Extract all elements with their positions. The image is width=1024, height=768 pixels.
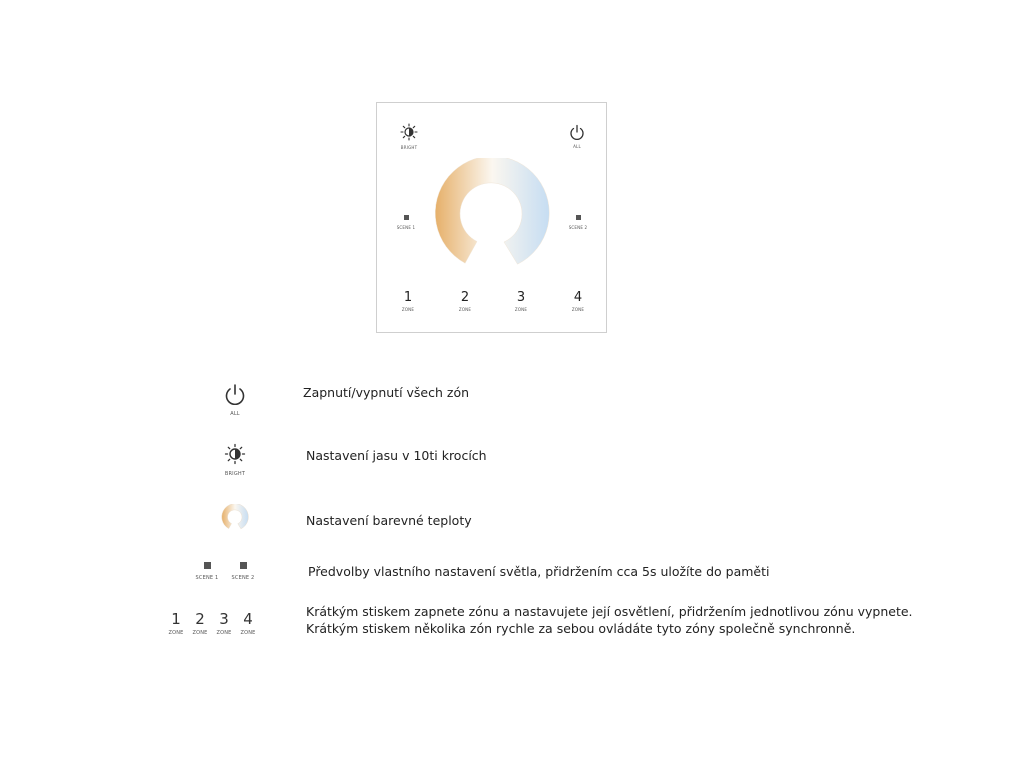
scene-1-button[interactable] (391, 215, 421, 230)
scene-2-indicator (240, 562, 247, 569)
legend-zones-text-line-2: Krátkým stiskem několika zón rychle za sebou ovládáte tyto zóny společně synchronně. (306, 621, 856, 636)
zone-4-number: 4 (573, 290, 583, 305)
legend-zone-1 (166, 612, 186, 636)
scene-1-indicator (204, 562, 211, 569)
legend-all-label: ALL (230, 411, 240, 417)
all-button[interactable] (567, 124, 587, 149)
legend-bright-label: BRIGHT (224, 471, 246, 477)
zone-4-button[interactable] (568, 291, 588, 312)
legend-zone-3 (214, 612, 234, 636)
zone-4-label: ZONE (571, 307, 585, 312)
legend-zone-4-label: ZONE (240, 630, 256, 636)
legend-zone-3-number: 3 (219, 610, 229, 628)
scene-2-button[interactable] (563, 215, 593, 230)
scene-1-indicator (404, 215, 409, 220)
zone-2-number: 2 (460, 290, 470, 305)
legend-all-text: Zapnutí/vypnutí všech zón (303, 385, 470, 400)
zone-2-label: ZONE (458, 307, 472, 312)
legend-zone-2-label: ZONE (192, 630, 208, 636)
scene-2-label: SCENE 2 (568, 225, 588, 230)
legend-zone-2 (190, 612, 210, 636)
legend-zone-3-label: ZONE (216, 630, 232, 636)
legend-scene-2-label: SCENE 2 (231, 575, 255, 581)
legend-bright-icon-group (221, 443, 249, 477)
legend-bright-text: Nastavení jasu v 10ti krocích (306, 448, 487, 463)
zone-1-number: 1 (403, 290, 413, 305)
bright-button[interactable] (397, 123, 421, 150)
zone-3-button[interactable] (511, 291, 531, 312)
legend-zone-4-number: 4 (243, 610, 253, 628)
zone-1-button[interactable] (398, 291, 418, 312)
all-label: ALL (573, 144, 581, 149)
control-panel (376, 102, 607, 333)
legend-color-text: Nastavení barevné teploty (306, 513, 472, 528)
zone-3-label: ZONE (514, 307, 528, 312)
color-temperature-ring[interactable] (432, 158, 552, 273)
zone-2-button[interactable] (455, 291, 475, 312)
legend-scene-1-label: SCENE 1 (195, 575, 219, 581)
scene-2-indicator (576, 215, 581, 220)
color-ring-icon (221, 504, 249, 531)
scene-1-label: SCENE 1 (396, 225, 416, 230)
legend-zone-2-number: 2 (195, 610, 205, 628)
bright-label: BRIGHT (400, 145, 418, 150)
legend-zone-4 (238, 612, 258, 636)
legend-scenes-text: Předvolby vlastního nastavení světla, přidržením cca 5s uložíte do paměti (308, 564, 770, 579)
zone-1-label: ZONE (401, 307, 415, 312)
power-icon (221, 383, 249, 405)
legend-all-icon-group (221, 383, 249, 417)
legend-zone-1-label: ZONE (168, 630, 184, 636)
brightness-icon (221, 443, 249, 465)
legend-zones-text-line-1: Krátkým stiskem zapnete zónu a nastavujete její osvětlení, přidržením jednotlivou zónu vypnete. (306, 604, 913, 619)
power-icon (567, 124, 587, 140)
brightness-icon (397, 123, 421, 141)
legend-scene-1-group (192, 562, 222, 581)
legend-scene-2-group (228, 562, 258, 581)
zone-3-number: 3 (516, 290, 526, 305)
legend-zone-1-number: 1 (171, 610, 181, 628)
